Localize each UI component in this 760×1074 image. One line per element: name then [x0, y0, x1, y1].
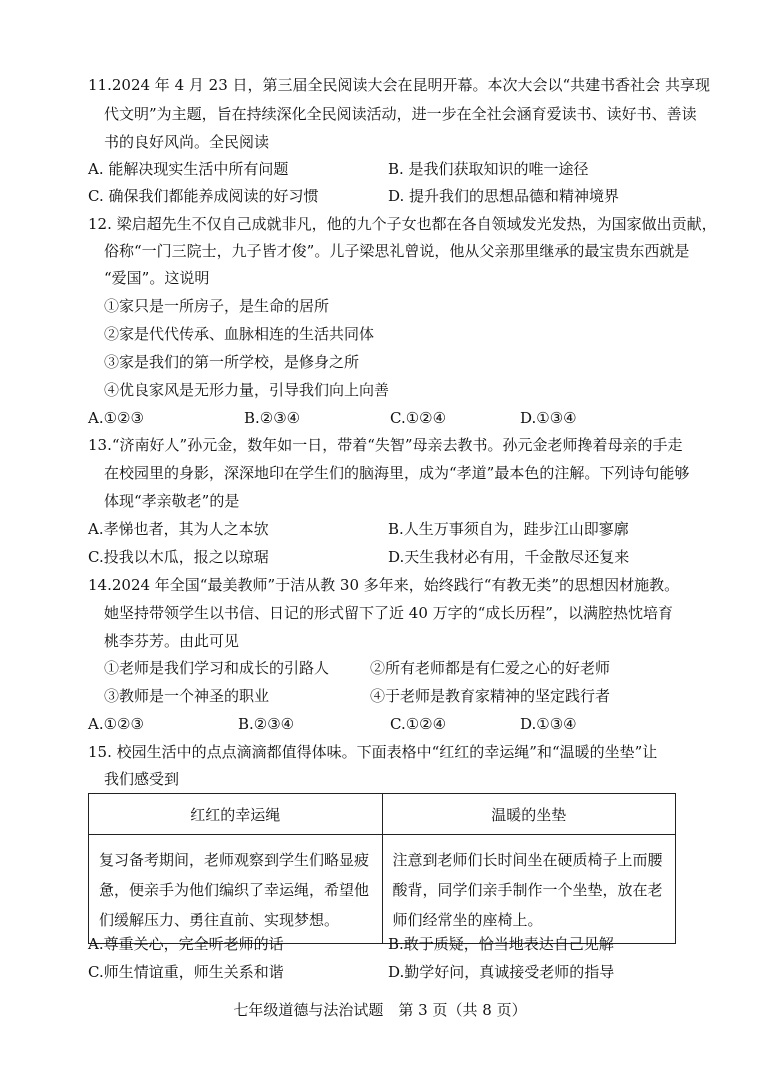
q14-statement-3: ③教师是一个神圣的职业: [104, 687, 270, 705]
q13-option-a: A.孝悌也者，其为人之本欤: [88, 520, 269, 538]
q12-statement-4: ④优良家风是无形力量，引导我们向上向善: [104, 381, 390, 399]
q14-stem-line-1: 14.2024 年全国“最美教师”于洁从教 30 多年来，始终践行“有教无类”的思想因材施教。: [88, 576, 680, 594]
q15-table-cell-1: 复习备考期间，老师观察到学生们略显疲惫，便亲手为他们编织了幸运绳，希望他们缓解压力、勇往直前、实现梦想。: [89, 835, 383, 944]
q15-option-a: A.尊重关心，完全听老师的话: [88, 935, 284, 953]
q11-option-b: B. 是我们获取知识的唯一途径: [388, 160, 589, 178]
q14-option-a: A.①②③: [88, 715, 144, 733]
q12-statement-1: ①家只是一所房子，是生命的居所: [104, 297, 330, 315]
q11-option-d: D. 提升我们的思想品德和精神境界: [388, 187, 620, 205]
q13-stem-line-2: 在校园里的身影，深深地印在学生们的脑海里，成为“孝道”最本色的注解。下列诗句能够: [104, 464, 690, 482]
q15-table-header-2: 温暖的坐垫: [382, 794, 676, 835]
q12-statement-2: ②家是代代传承、血脉相连的生活共同体: [104, 325, 375, 343]
q12-stem-line-2: 俗称“一门三院士，九子皆才俊”。儿子梁思礼曾说，他从父亲那里继承的最宝贵东西就是: [104, 242, 690, 260]
q14-option-b: B.②③④: [238, 715, 295, 733]
q11-stem-line-3: 书的良好风尚。全民阅读: [104, 133, 270, 151]
q15-table-row: [89, 835, 676, 944]
q13-option-b: B.人生万事须自为，跬步江山即寥廓: [388, 520, 629, 538]
q15-table-cell-2: 注意到老师们长时间坐在硬质椅子上而腰酸背，同学们亲手制作一个坐垫，放在老师们经常坐的座椅上。: [382, 835, 676, 944]
q15-table: [88, 793, 676, 944]
q13-stem-line-1: 13.“济南好人”孙元金，数年如一日，带着“失智”母亲去教书。孙元金老师搀着母亲的手走: [88, 436, 683, 454]
q15-option-d: D.勤学好问，真诚接受老师的指导: [388, 963, 615, 981]
q12-stem-line-3: “爱国”。这说明: [104, 269, 210, 287]
q15-option-b: B.敢于质疑，恰当地表达自己见解: [388, 935, 614, 953]
q12-stem-line-1: 12. 梁启超先生不仅自己成就非凡，他的九个子女也都在各自领域发光发热，为国家做出贡献，: [88, 215, 717, 233]
q13-option-c: C.投我以木瓜，报之以琼琚: [88, 548, 269, 566]
q14-option-d: D.①③④: [520, 715, 577, 733]
q13-stem-line-3: 体现“孝亲敬老”的是: [104, 492, 240, 510]
q11-option-c: C. 确保我们都能养成阅读的好习惯: [88, 187, 319, 205]
q13-option-d: D.天生我材必有用，千金散尽还复来: [388, 548, 630, 566]
q15-stem-line-2: 我们感受到: [104, 770, 180, 788]
q14-statement-4: ④于老师是教育家精神的坚定践行者: [370, 687, 611, 705]
q14-stem-line-2: 她坚持带领学生以书信、日记的形式留下了近 40 万字的“成长历程”，以满腔热忱培育: [104, 604, 673, 622]
q15-stem-line-1: 15. 校园生活中的点点滴滴都值得体味。下面表格中“红红的幸运绳”和“温暖的坐垫”让: [88, 743, 658, 761]
q14-stem-line-3: 桃李芬芳。由此可见: [104, 632, 240, 650]
q14-statement-1: ①老师是我们学习和成长的引路人: [104, 659, 330, 677]
q11-stem-line-2: 代文明”为主题，旨在持续深化全民阅读活动，进一步在全社会涵育爱读书、读好书、善读: [104, 105, 697, 123]
q11-option-a: A. 能解决现实生活中所有问题: [88, 160, 289, 178]
q12-option-d: D.①③④: [520, 409, 577, 427]
q15-table-header-row: [89, 794, 676, 835]
q12-option-a: A.①②③: [88, 409, 144, 427]
q14-statement-2: ②所有老师都是有仁爱之心的好老师: [370, 659, 611, 677]
q12-statement-3: ③家是我们的第一所学校，是修身之所: [104, 353, 360, 371]
q14-option-c: C.①②④: [390, 715, 447, 733]
page-footer: 七年级道德与法治试题 第 3 页（共 8 页）: [233, 1001, 527, 1019]
q12-option-c: C.①②④: [390, 409, 447, 427]
q12-option-b: B.②③④: [244, 409, 301, 427]
q11-stem-line-1: 11.2024 年 4 月 23 日，第三届全民阅读大会在昆明开幕。本次大会以“共建书香社会 共享现: [88, 76, 710, 94]
q15-option-c: C.师生情谊重，师生关系和谐: [88, 963, 284, 981]
q15-table-header-1: 红红的幸运绳: [89, 794, 383, 835]
